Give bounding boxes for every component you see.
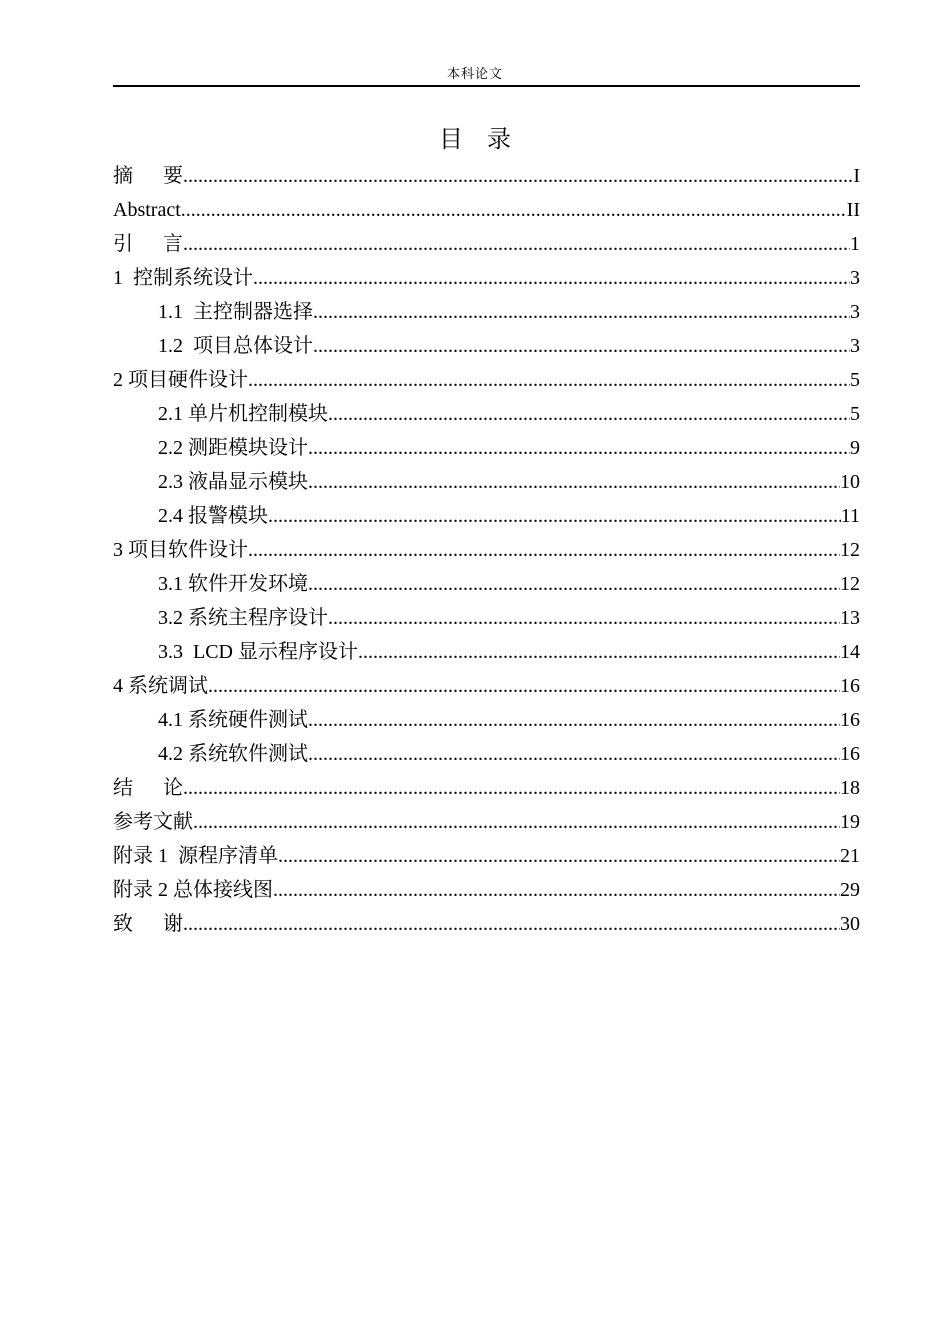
toc-leader-dots [308, 431, 850, 465]
toc-leader-dots [253, 261, 850, 295]
toc-entry-section-4-2[interactable] [113, 737, 860, 771]
toc-entry-page: 3 [850, 301, 860, 323]
toc-entry-page: 19 [840, 811, 860, 833]
toc-leader-dots [183, 159, 853, 193]
toc-entry-abstract-en[interactable] [113, 193, 860, 227]
toc-entry-page: 30 [840, 913, 860, 935]
toc-leader-dots [308, 567, 840, 601]
toc-entry-label: Abstract [113, 199, 181, 221]
toc-leader-dots [183, 227, 850, 261]
toc-entry-label: 2 项目硬件设计 [113, 369, 248, 391]
toc-entry-label: 结 论 [113, 777, 183, 799]
toc-entry-label: 引 言 [113, 233, 183, 255]
header-rule [113, 85, 860, 87]
toc-entry-section-3-3[interactable] [113, 635, 860, 669]
toc-leader-dots [193, 805, 840, 839]
toc-entry-page: 12 [840, 573, 860, 595]
toc-entry-acknowledgements[interactable] [113, 907, 860, 941]
toc-entry-label: 3.3 LCD 显示程序设计 [158, 641, 358, 663]
toc-entry-appendix-2[interactable] [113, 873, 860, 907]
toc-leader-dots [183, 771, 840, 805]
toc-entry-label: 附录 1 源程序清单 [113, 845, 278, 867]
toc-entry-section-1-2[interactable] [113, 329, 860, 363]
toc-entry-label: 2.2 测距模块设计 [158, 437, 308, 459]
toc-entry-label: 摘 要 [113, 165, 183, 187]
toc-entry-section-2-1[interactable] [113, 397, 860, 431]
toc-entry-page: 13 [840, 607, 860, 629]
toc-entry-label: 2.4 报警模块 [158, 505, 268, 527]
toc-entry-page: 3 [850, 335, 860, 357]
toc-leader-dots [183, 907, 840, 941]
toc-leader-dots [308, 465, 840, 499]
running-header: 本科论文 [446, 66, 503, 81]
toc-leader-dots [313, 329, 850, 363]
toc-entry-section-2-2[interactable] [113, 431, 860, 465]
toc-leader-dots [308, 737, 840, 771]
toc-leader-dots [313, 295, 850, 329]
toc-entry-page: 11 [840, 505, 860, 527]
toc-entry-page: 9 [850, 437, 860, 459]
toc-entry-page: 16 [840, 675, 860, 697]
toc-entry-label: 1.1 主控制器选择 [158, 301, 313, 323]
toc-entry-page: 21 [840, 845, 860, 867]
toc-entry-chapter-1[interactable] [113, 261, 860, 295]
toc-entry-page: 16 [840, 709, 860, 731]
toc-leader-dots [278, 839, 840, 873]
toc-leader-dots [248, 363, 850, 397]
toc-entry-label: 4.2 系统软件测试 [158, 743, 308, 765]
toc-entry-conclusion[interactable] [113, 771, 860, 805]
toc-entry-section-3-2[interactable] [113, 601, 860, 635]
toc-entry-chapter-3[interactable] [113, 533, 860, 567]
toc-entry-page: 3 [850, 267, 860, 289]
toc-leader-dots [328, 601, 840, 635]
toc-entry-introduction[interactable] [113, 227, 860, 261]
toc-entry-label: 4 系统调试 [113, 675, 208, 697]
table-of-contents [113, 159, 860, 941]
toc-leader-dots [358, 635, 840, 669]
toc-entry-page: 5 [850, 403, 860, 425]
toc-entry-label: 附录 2 总体接线图 [113, 879, 273, 901]
toc-entry-references[interactable] [113, 805, 860, 839]
toc-entry-label: 1.2 项目总体设计 [158, 335, 313, 357]
toc-entry-abstract-cn[interactable] [113, 159, 860, 193]
toc-entry-page: 16 [840, 743, 860, 765]
toc-entry-label: 2.1 单片机控制模块 [158, 403, 328, 425]
toc-entry-chapter-2[interactable] [113, 363, 860, 397]
toc-entry-section-2-4[interactable] [113, 499, 860, 533]
toc-entry-section-3-1[interactable] [113, 567, 860, 601]
toc-entry-label: 3.1 软件开发环境 [158, 573, 308, 595]
toc-title: 目 录 [439, 127, 511, 153]
toc-entry-label: 2.3 液晶显示模块 [158, 471, 308, 493]
toc-entry-label: 3.2 系统主程序设计 [158, 607, 328, 629]
toc-leader-dots [181, 193, 847, 227]
toc-entry-label: 参考文献 [113, 811, 193, 833]
toc-entry-label: 4.1 系统硬件测试 [158, 709, 308, 731]
toc-entry-appendix-1[interactable] [113, 839, 860, 873]
toc-entry-page: 10 [840, 471, 860, 493]
toc-entry-page: 12 [840, 539, 860, 561]
toc-entry-section-2-3[interactable] [113, 465, 860, 499]
toc-entry-page: 5 [850, 369, 860, 391]
toc-leader-dots [328, 397, 850, 431]
toc-leader-dots [208, 669, 840, 703]
toc-leader-dots [268, 499, 841, 533]
toc-leader-dots [273, 873, 840, 907]
toc-entry-page: I [853, 165, 860, 187]
toc-entry-chapter-4[interactable] [113, 669, 860, 703]
toc-leader-dots [248, 533, 840, 567]
toc-entry-page: 14 [840, 641, 860, 663]
toc-entry-page: 18 [840, 777, 860, 799]
toc-entry-section-1-1[interactable] [113, 295, 860, 329]
toc-entry-label: 致 谢 [113, 913, 183, 935]
toc-leader-dots [308, 703, 840, 737]
toc-entry-page: 1 [850, 233, 860, 255]
toc-entry-page: II [846, 199, 860, 221]
toc-entry-section-4-1[interactable] [113, 703, 860, 737]
toc-entry-label: 1 控制系统设计 [113, 267, 253, 289]
toc-entry-label: 3 项目软件设计 [113, 539, 248, 561]
toc-entry-page: 29 [840, 879, 860, 901]
